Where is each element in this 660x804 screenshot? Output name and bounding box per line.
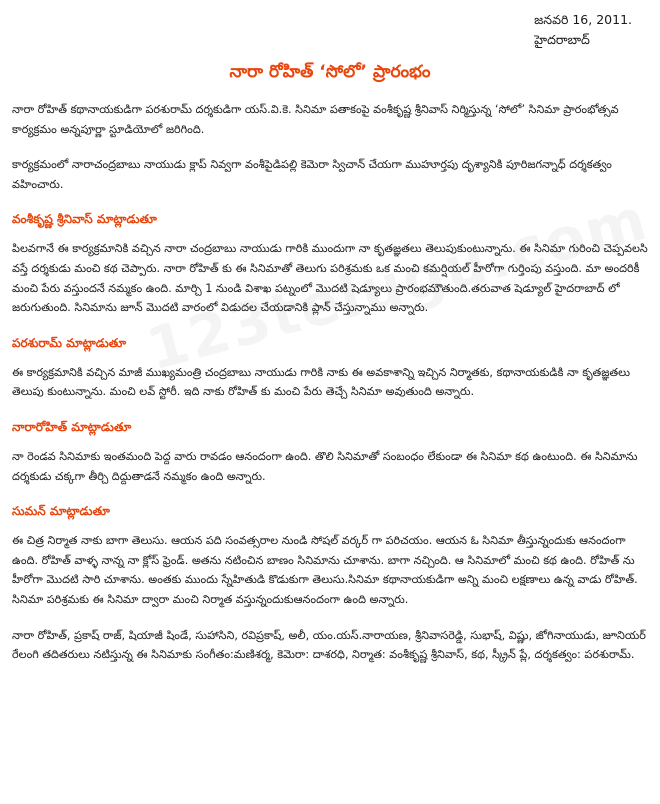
section-heading-parasuram: పరశురామ్ మాట్లాడుతూ — [12, 335, 127, 350]
section-paragraph-suman: ఈ చిత్ర నిర్మాత నాకు బాగా తెలుసు. ఆయన పది సంవత్సరాల నుండి సోషల్ వర్కర్ గా పరిచయం. ఆయన ఓ సినిమా తీస్తున్నందుకు ఆనందంగా ఉంది. రోహిత్ వాళ్ళ నాన్న నా క్లోస్ ఫ్రెండ్. అతను నటించిన బాణం సినిమాను చూశాను. బాగా నచ్చింది. ఆ సినిమాలో మంచి కథ ఉంది. రోహిత్ ను హీరోగా మొదటి సారి చూశాను. అంతకు ముందు స్నేహితుడి కొడుకుగా తెలుసు.సినిమా కథానాయకుడిగా అన్ని మంచి లక్షణాలు ఉన్న వాడు రోహిత్. సినిమా పరిశ్రమకు ఈ సినిమా ద్వారా మంచి నిర్మాత వస్తున్నందుకుఆనందంగా ఉంది అన్నారు. — [12, 534, 638, 606]
section-heading-suman: సుమన్ మాట్లాడుతూ — [12, 504, 110, 519]
intro-paragraph-1: నారా రోహిత్ కథానాయకుడిగా పరశురామ్ దర్శకుడిగా యస్.వి.కె. సినిమా పతాకంపై వంశీకృష్ణ శ్రీనివాస్ నిర్మిస్తున్న ‘సోలో’ సినిమా ప్రారంభోత్సవ కార్యక్రమం అన్నపూర్ణా స్టూడియోలో జరిగింది. — [12, 103, 619, 136]
article-date: జనవరి 16, 2011. — [534, 12, 632, 27]
section-heading-nara-rohit: నారారోహిత్ మాట్లాడుతూ — [12, 419, 132, 434]
section-paragraph-nara-rohit: నా రెండవ సినిమాకు ఇంతమంది పెద్ద వారు రావడం ఆనందంగా ఉంది. తొలి సినిమాతో సంబంధం లేకుండా ఈ సినిమా కథ ఉంటుంది. ఈ సినిమాను దర్శకుడు చక్కగా తీర్చి దిద్దుతాడనే నమ్మకం ఉంది అన్నారు. — [12, 449, 638, 483]
section-heading-vamsikrishna: వంశీకృష్ణ శ్రీనివాస్ మాట్లాడుతూ — [12, 212, 157, 227]
article-title: నారా రోహిత్ ‘సోలో’ ప్రారంభం — [229, 62, 431, 82]
article-place: హైదరాబాద్ — [534, 32, 590, 47]
dateline — [534, 10, 632, 50]
section-paragraph-vamsikrishna: పిలవగానే ఈ కార్యక్రమానికి వచ్చిన నారా చంద్రబాబు నాయుడు గారికి ముందుగా నా కృతజ్ఞతలు తెలుపుకుంటున్నాను. ఈ సినిమా గురించి చెప్పవలసి వస్తే దర్శకుడు మంచి కథ చెప్పారు. నారా రోహిత్ కు ఈ సినిమాతో తెలుగు పరిశ్రమకు ఒక మంచి కమర్షియల్ హీరోగా గుర్తింపు వస్తుంది. మా అందరికీ మంచి పేరు వస్తుందనే నమ్మకం ఉంది. మార్చి 1 నుండి విశాఖ పట్నంలో మొదటి షెడ్యూలు ప్రారంభమౌతుంది.తరువాత షెడ్యూల్ హైదరాబాద్ లో జరుగుతుంది. సినిమాను జూన్ మొదటి వారంలో విడుదల చేయడానికి ప్లాన్ చేస్తున్నాము అన్నారు. — [12, 242, 648, 315]
cast-crew-paragraph: నారా రోహిత్, ప్రకాష్ రాజ్, షియాజీ షిండే, సుహాసిని, రవిప్రకాష్, అలీ, యం.యస్.నారాయణ, శ్రీనివాసరెడ్డి, సుభాష్, విష్ణు, జోగినాయుడు, జూనియర్ రేలంగి తదితరులు నటిస్తున్న ఈ సినిమాకు సంగీతం:మణిశర్మ, కెమెరా: దాశరధి, నిర్మాత: వంశీకృష్ణ శ్రీనివాస్, కథ, స్క్రీన్ ప్లే, దర్శకత్వం: పరశురామ్. — [12, 628, 646, 662]
intro-paragraph-2: కార్యక్రమంలో నారాచంద్రబాబు నాయుడు క్లాప్ నివ్వగా వంశీపైడిపల్లి కెమెరా స్విచాన్ చేయగా ముహూర్తపు దృశ్యానికి పూరిజగన్నాధ్ దర్శకత్వం వహించారు. — [12, 158, 612, 191]
article-body — [12, 100, 648, 681]
section-paragraph-parasuram: ఈ కార్యక్రమానికి వచ్చిన మాజీ ముఖ్యమంత్రి చంద్రబాబు నాయుడు గారికి నాకు ఈ అవకాశాన్ని ఇచ్చిన నిర్మాతకు, కథానాయకుడికి నా కృతజ్ఞతలు తెలుపు కుంటున్నాను. మంచి లవ్ స్టోరీ. ఇది నాకు రోహిత్ కు మంచి పేరు తెచ్చే సినిమా అవుతుంది అన్నారు. — [12, 365, 630, 399]
